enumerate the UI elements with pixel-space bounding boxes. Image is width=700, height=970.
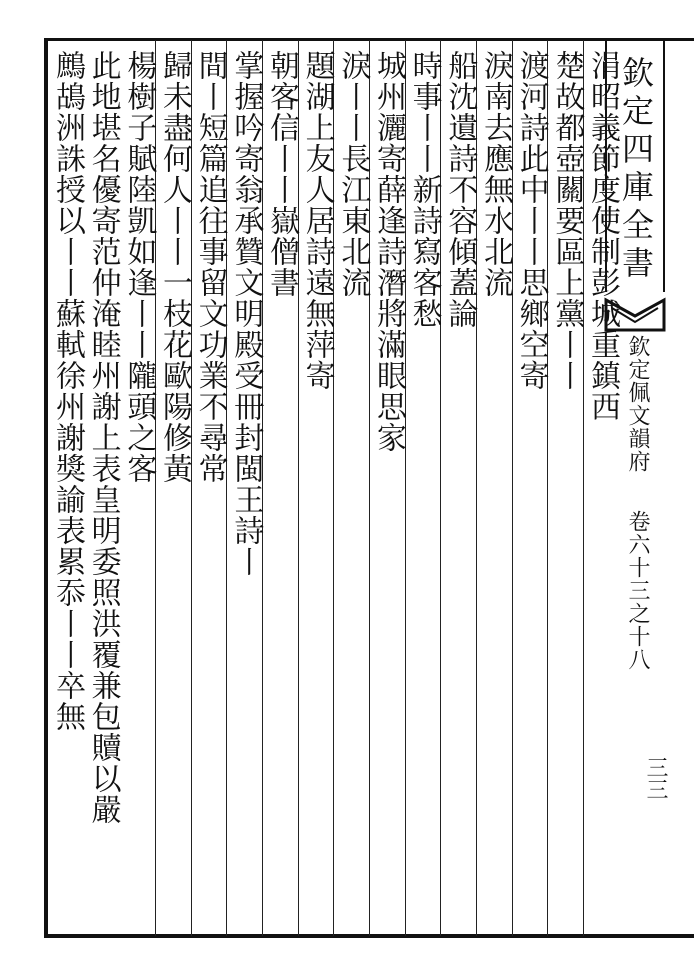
text-column: 時事丨丨新詩寫客愁 [406,50,442,329]
text-column: 題湖上友人居詩遠無萍寄 [299,50,335,391]
text-column: 楚故都壺關要區上黨丨丨 [549,50,585,391]
text-column: 歸未盡何人丨丨一枝花歐陽修黃 [157,50,192,484]
text-column: 淚南去應無水北流 [478,50,513,298]
text-column: 渡河詩此中丨丨思鄉空寄 [513,50,549,391]
text-column: 此地堪名優寄范仲淹睦州謝上表皇明委照洪覆兼包贖以嚴 [85,50,121,825]
text-column: 船沈遺詩不容傾蓋論 [442,50,478,329]
section-label: 欽定佩文韻府 [625,335,650,473]
text-column: 淚丨丨長江東北流 [335,50,371,298]
page-number: 三三 [643,756,668,800]
text-column: 掌握吟寄翁承贊文明殿受冊封閩王詩丨 [228,50,264,577]
text-column: 楊樹子賦陸凱如逢丨丨隴頭之客 [121,50,157,484]
volume-label: 卷六十三之十八 [625,510,650,671]
text-column: 城州灑寄薛逢詩潛將滿眼思家 [371,50,406,453]
text-column: 鷓鴣洲誅授以丨丨蘇軾徐州謝獎諭表累忝丨丨卒無 [50,50,85,732]
book-title: 欽定四庫全書 [617,56,655,284]
text-column: 朝客信丨丨嶽僧書 [264,50,299,298]
text-column: 間丨短篇追往事留文功業不尋常 [192,50,228,484]
text-column: 涓昭義節度使制彭城重鎮西 [585,50,620,422]
